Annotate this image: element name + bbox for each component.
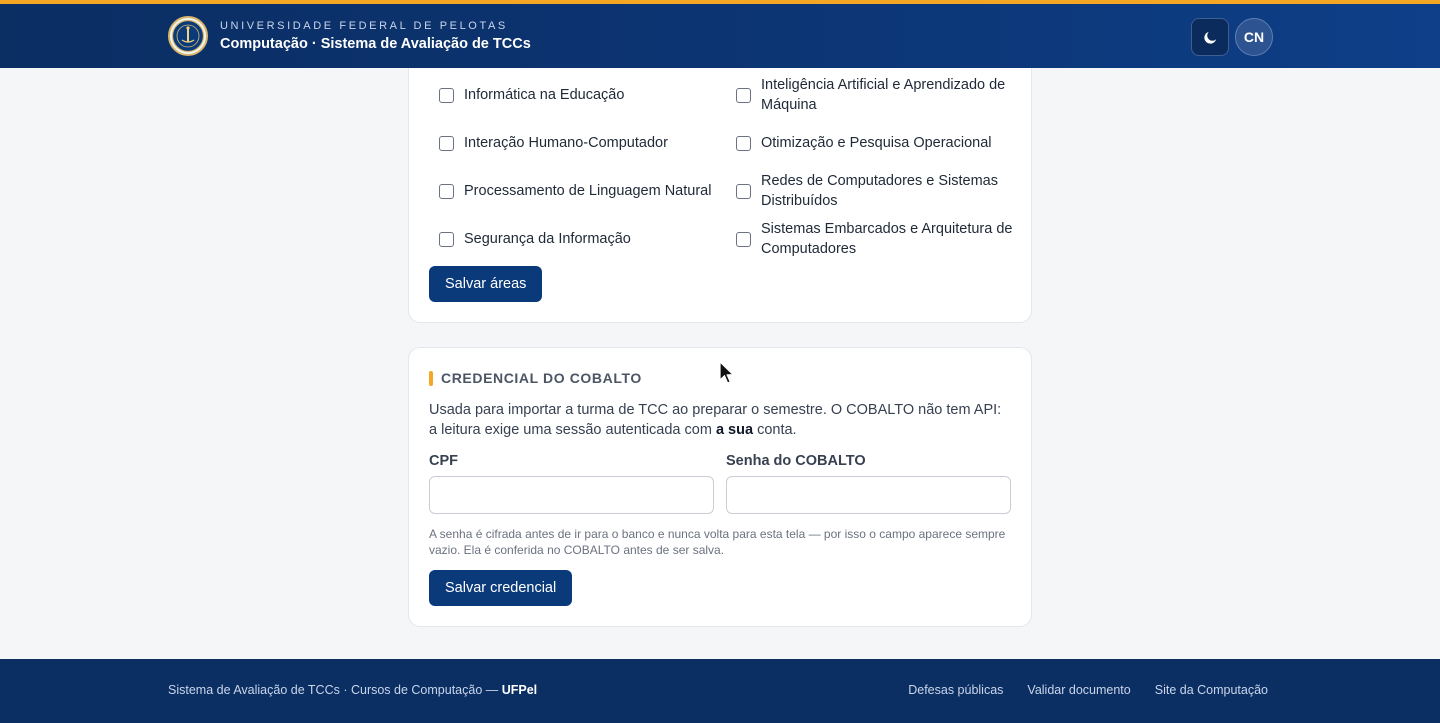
area-checkbox[interactable]: [736, 184, 751, 199]
cobalto-password-input[interactable]: [726, 476, 1011, 514]
area-option[interactable]: [437, 167, 734, 215]
footer-link-validate-document[interactable]: Validar documento: [1027, 683, 1131, 697]
area-option[interactable]: [734, 119, 1013, 167]
save-areas-button[interactable]: Salvar áreas: [429, 266, 542, 302]
area-option[interactable]: [734, 215, 1013, 263]
area-option[interactable]: [437, 119, 734, 167]
area-checkbox[interactable]: [736, 136, 751, 151]
section-title: [429, 370, 642, 386]
areas-checkbox-list: [437, 71, 1013, 263]
areas-card: [408, 30, 1032, 323]
area-checkbox[interactable]: [736, 232, 751, 247]
area-checkbox[interactable]: [439, 136, 454, 151]
password-hint: A senha é cifrada antes de ir para o banco e nunca volta para esta tela — por isso o campo aparece sempre vazio. Ela é conferida no COBALTO antes de ser salva.: [429, 527, 1006, 557]
area-option[interactable]: [734, 167, 1013, 215]
area-option[interactable]: [437, 215, 734, 263]
footer-credits: Sistema de Avaliação de TCCs · Cursos de Computação — UFPel: [168, 683, 538, 697]
footer: [0, 659, 1440, 723]
cpf-label: CPF: [429, 453, 458, 469]
area-option[interactable]: [437, 71, 734, 119]
password-label: Senha do COBALTO: [726, 453, 866, 469]
user-avatar[interactable]: CN: [1235, 18, 1273, 56]
cpf-input[interactable]: [429, 476, 714, 514]
area-checkbox[interactable]: [736, 88, 751, 103]
credential-description: Usada para importar a turma de TCC ao preparar o semestre. O COBALTO não tem API: a leitura exige uma sessão autenticada com a sua conta.: [429, 402, 1002, 438]
app-title: Computação · Sistema de Avaliação de TCCs: [220, 35, 531, 52]
area-label: Interação Humano-Computador: [464, 135, 668, 151]
area-label: Informática na Educação: [464, 87, 625, 103]
university-name: UNIVERSIDADE FEDERAL DE PELOTAS: [220, 19, 508, 32]
footer-ufpel: UFPel: [501, 683, 538, 697]
accent-bar: [429, 371, 433, 386]
cobalto-credential-card: [408, 347, 1032, 627]
mouse-cursor-icon: [719, 361, 735, 385]
area-checkbox[interactable]: [439, 232, 454, 247]
area-label: Sistemas Embarcados e Arquitetura de Computadores: [761, 221, 1013, 257]
area-label: Redes de Computadores e Sistemas Distribuídos: [761, 173, 998, 209]
save-credential-button[interactable]: Salvar credencial: [429, 570, 572, 606]
area-checkbox[interactable]: [439, 184, 454, 199]
theme-toggle-button[interactable]: [1191, 18, 1229, 56]
area-label: Otimização e Pesquisa Operacional: [761, 135, 992, 151]
top-header: [0, 0, 1440, 68]
brand[interactable]: [168, 16, 531, 56]
area-label: Segurança da Informação: [464, 231, 631, 247]
desc-emphasis: a sua: [715, 422, 754, 438]
footer-link-public-defenses[interactable]: Defesas públicas: [908, 683, 1004, 697]
moon-icon: [1202, 29, 1219, 46]
university-seal-icon: [168, 16, 208, 56]
footer-link-computing-site[interactable]: Site da Computação: [1154, 683, 1268, 697]
area-label: Inteligência Artificial e Aprendizado de Máquina: [761, 77, 1006, 113]
area-checkbox[interactable]: [439, 88, 454, 103]
area-label: Processamento de Linguagem Natural: [464, 183, 712, 199]
footer-links: [908, 683, 1268, 697]
section-title-text: CREDENCIAL DO COBALTO: [441, 370, 642, 386]
area-option[interactable]: [734, 71, 1013, 119]
